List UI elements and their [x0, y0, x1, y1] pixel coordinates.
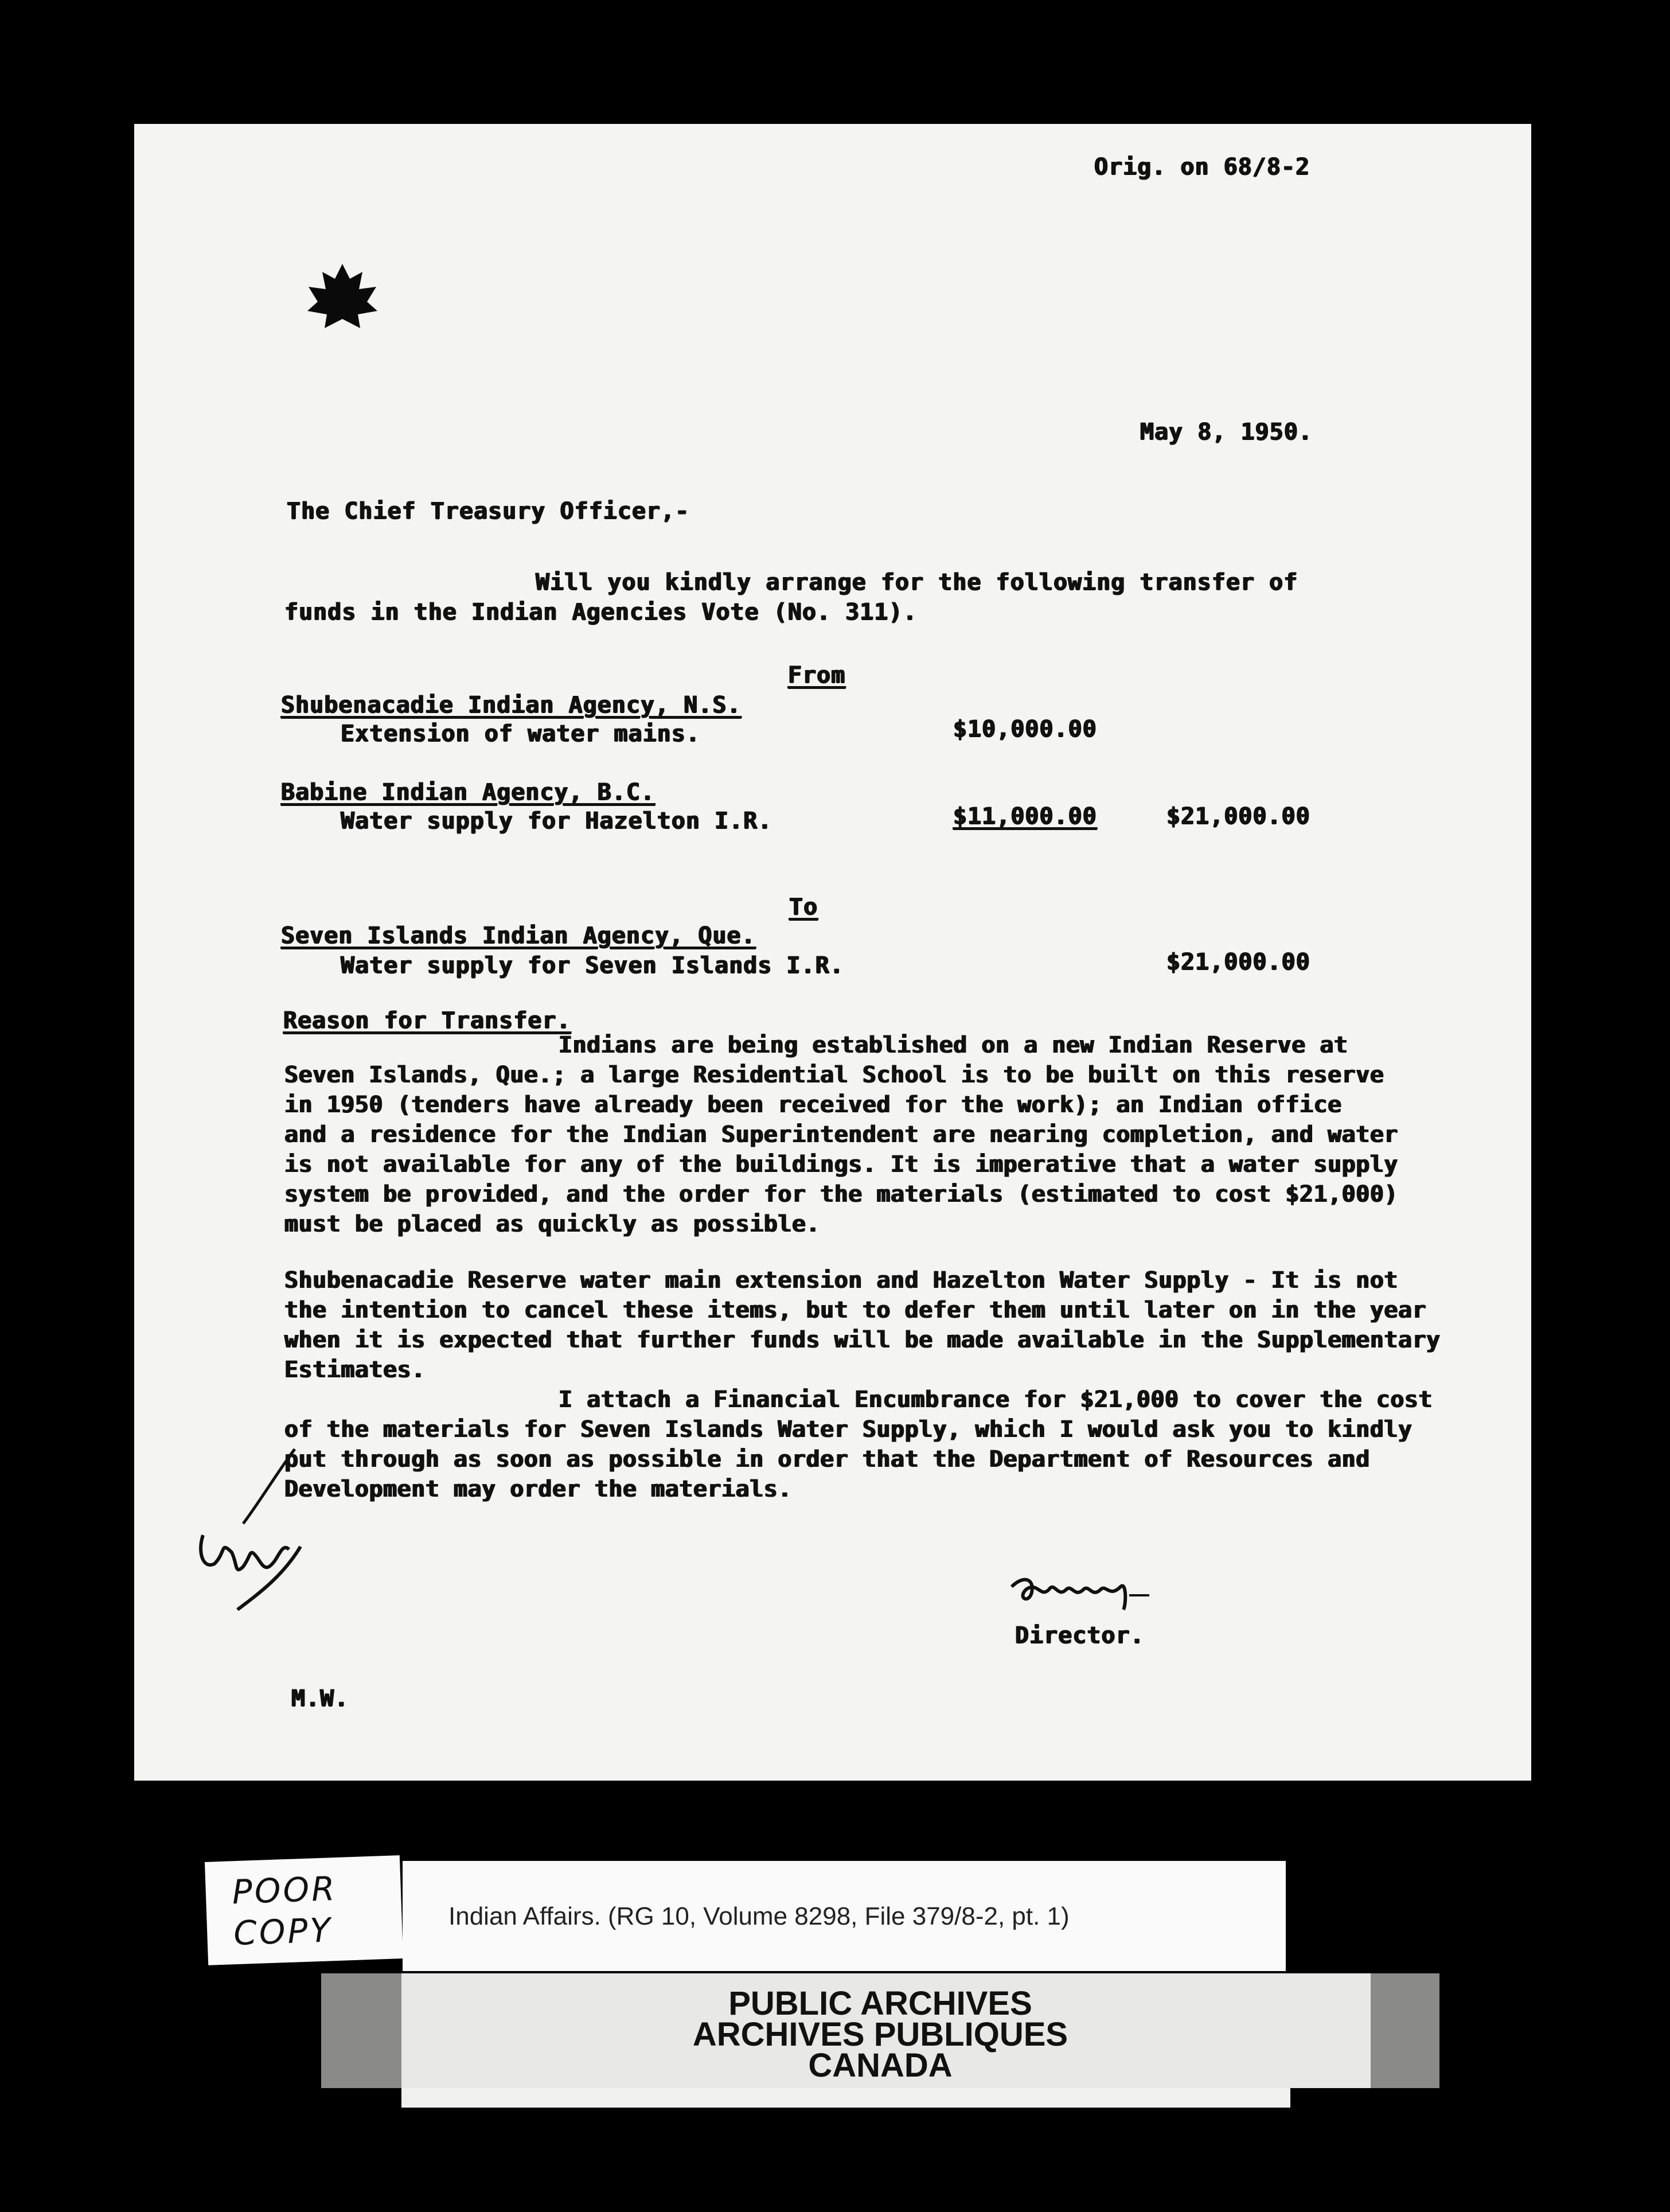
from-heading: From	[788, 662, 846, 688]
signature-title: Director.	[1015, 1622, 1145, 1649]
to-heading: To	[789, 894, 818, 920]
reason-line: system be provided, and the order for the materials (estimated to cost $21,000)	[284, 1181, 1398, 1208]
to-item: Water supply for Seven Islands I.R.	[341, 952, 844, 979]
poor-copy-card	[205, 1855, 403, 1965]
reason-line: in 1950 (tenders have already been received for the work); an Indian office	[284, 1092, 1342, 1118]
typist-initials: M.W.	[291, 1685, 349, 1712]
citation-text: Indian Affairs. (RG 10, Volume 8298, File 379/8-2, pt. 1)	[448, 1902, 1070, 1930]
letter-date: May 8, 1950.	[1140, 419, 1313, 445]
reason-line: Seven Islands, Que.; a large Residential School is to be built on this reserve	[284, 1062, 1384, 1088]
poor-copy-line-2: COPY	[233, 1910, 333, 1953]
archive-line-1: PUBLIC ARCHIVES	[728, 1985, 1032, 2022]
from-total: $21,000.00	[1166, 803, 1310, 829]
poor-copy-line-1: POOR	[231, 1868, 338, 1912]
archive-strip	[321, 1973, 1439, 2088]
closing-line: I attach a Financial Encumbrance for $21,000 to cover the cost	[559, 1387, 1433, 1413]
reason-line: Indians are being established on a new Indian Reserve at	[559, 1032, 1348, 1058]
reason-line: is not available for any of the buildings. It is imperative that a water supply	[284, 1151, 1398, 1178]
addressee: The Chief Treasury Officer,-	[287, 498, 690, 524]
from-agency-1: Shubenacadie Indian Agency, N.S.	[281, 692, 742, 718]
closing-line: Development may order the materials.	[284, 1476, 792, 1502]
archive-stamp	[321, 1985, 1439, 2084]
from-amount-2: $11,000.00	[953, 803, 1097, 829]
handwritten-initials	[180, 1438, 329, 1621]
citation-label	[403, 1861, 1286, 1971]
letter-page	[134, 124, 1531, 1781]
reason-heading: Reason for Transfer.	[283, 1007, 571, 1034]
deferral-paragraph	[284, 1265, 1441, 1385]
from-agency-2: Babine Indian Agency, B.C.	[281, 779, 655, 805]
maple-leaf-stamp	[305, 262, 380, 330]
reason-line: and a residence for the Indian Superintendent are nearing completion, and water	[284, 1121, 1398, 1148]
deferral-line: Shubenacadie Reserve water main extension and Hazelton Water Supply - It is not	[284, 1267, 1398, 1294]
deferral-line: when it is expected that further funds will be made available in the Supplementary	[284, 1327, 1441, 1353]
to-total: $21,000.00	[1166, 949, 1310, 975]
to-agency: Seven Islands Indian Agency, Que.	[281, 922, 756, 949]
bottom-paper-edge	[401, 2088, 1290, 2108]
reason-line: must be placed as quickly as possible.	[284, 1211, 821, 1237]
closing-line: of the materials for Seven Islands Water Supply, which I would ask you to kindly	[284, 1416, 1413, 1443]
archive-line-3: CANADA	[808, 2047, 953, 2084]
closing-line: put through as soon as possible in order that the Department of Resources and	[284, 1446, 1370, 1473]
intro-line-2: funds in the Indian Agencies Vote (No. 311).	[284, 599, 918, 625]
from-amount-1: $10,000.00	[953, 716, 1097, 742]
intro-line-1: Will you kindly arrange for the following transfer of	[536, 569, 1298, 595]
director-signature	[1006, 1564, 1189, 1615]
reason-paragraph	[284, 1030, 1398, 1239]
deferral-line: Estimates.	[284, 1357, 426, 1383]
archive-line-2: ARCHIVES PUBLIQUES	[692, 2016, 1068, 2053]
from-item-1: Extension of water mains.	[341, 721, 701, 747]
from-item-2: Water supply for Hazelton I.R.	[341, 808, 772, 834]
file-reference: Orig. on 68/8-2	[1094, 154, 1310, 180]
deferral-line: the intention to cancel these items, but to defer them until later on in the year	[284, 1297, 1427, 1323]
closing-paragraph	[284, 1385, 1433, 1504]
